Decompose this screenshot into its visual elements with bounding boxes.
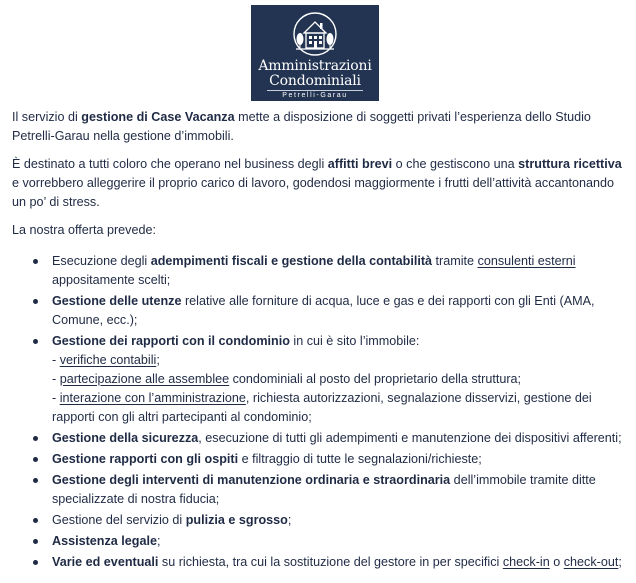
document-body [12, 108, 627, 574]
list-item-legal: Assistenza legale; [12, 532, 627, 551]
house-trees-icon [290, 11, 340, 57]
logo-title-line1: Amministrazioni [258, 58, 372, 74]
offer-list [12, 252, 627, 572]
list-item-cleaning: Gestione del servizio di pulizia e sgrosso; [12, 511, 627, 530]
list-item-condo [12, 332, 627, 427]
list-item-safety: Gestione della sicurezza, esecuzione di tutti gli adempimenti e manutenzione dei dispositivi afferenti; [12, 429, 627, 448]
condo-sub-2: - partecipazione alle assemblee condominiali al posto del proprietario della struttura; [52, 372, 522, 386]
condo-sub-3: - interazione con l’amministrazione, richiesta autorizzazioni, segnalazione disservizi, gestione dei rapporti con gli altri partecipanti al condominio; [52, 391, 592, 424]
intro-paragraph-2: È destinato a tutti coloro che operano nel business degli affitti brevi o che gestiscono una struttura ricettiva e vorrebbero alleggerire il proprio carico di lavoro, godendosi maggiormente i frutti dell’attività accantonando un po’ di stress. [12, 157, 622, 209]
list-item-maintenance: Gestione degli interventi di manutenzione ordinaria e straordinaria dell’immobile tramite ditte specializzate di nostra fiducia; [12, 471, 627, 509]
condo-lead: Gestione dei rapporti con il condominio in cui è sito l’immobile: [52, 334, 420, 348]
company-logo [251, 5, 379, 101]
list-item-misc: Varie ed eventuali su richiesta, tra cui la sostituzione del gestore in per specifici check-in o check-out; [12, 553, 627, 572]
link-check-out[interactable]: check-out [563, 555, 619, 569]
list-item-fiscal: Esecuzione degli adempimenti fiscali e gestione della contabilità tramite consulenti esterni appositamente scelti; [12, 252, 627, 290]
list-item-guests: Gestione rapporti con gli ospiti e filtraggio di tutte le segnalazioni/richieste; [12, 450, 627, 469]
logo-divider [267, 90, 363, 91]
intro-paragraph-1: Il servizio di gestione di Case Vacanza mette a disposizione di soggetti privati l’esperienza dello Studio Petrelli-Garau nella gestione d’immobili. [12, 110, 591, 143]
logo-title-line2: Condominiali [269, 73, 361, 89]
condo-sub-1: - verifiche contabili; [52, 353, 160, 367]
list-item-utilities: Gestione delle utenze relative alle forniture di acqua, luce e gas e dei rapporti con gli Enti (AMA, Comune, ecc.); [12, 292, 627, 330]
offer-heading: La nostra offerta prevede: [12, 223, 156, 237]
link-partecipazione-assemblee[interactable]: partecipazione alle assemblee [59, 372, 230, 386]
link-interazione-amministrazione[interactable]: interazione con l’amministrazione [59, 391, 246, 405]
link-consulenti-esterni[interactable]: consulenti esterni [477, 254, 576, 268]
logo-subtitle: Petrelli-Garau [282, 92, 348, 99]
link-verifiche-contabili[interactable]: verifiche contabili [59, 353, 157, 367]
link-check-in[interactable]: check-in [502, 555, 550, 569]
